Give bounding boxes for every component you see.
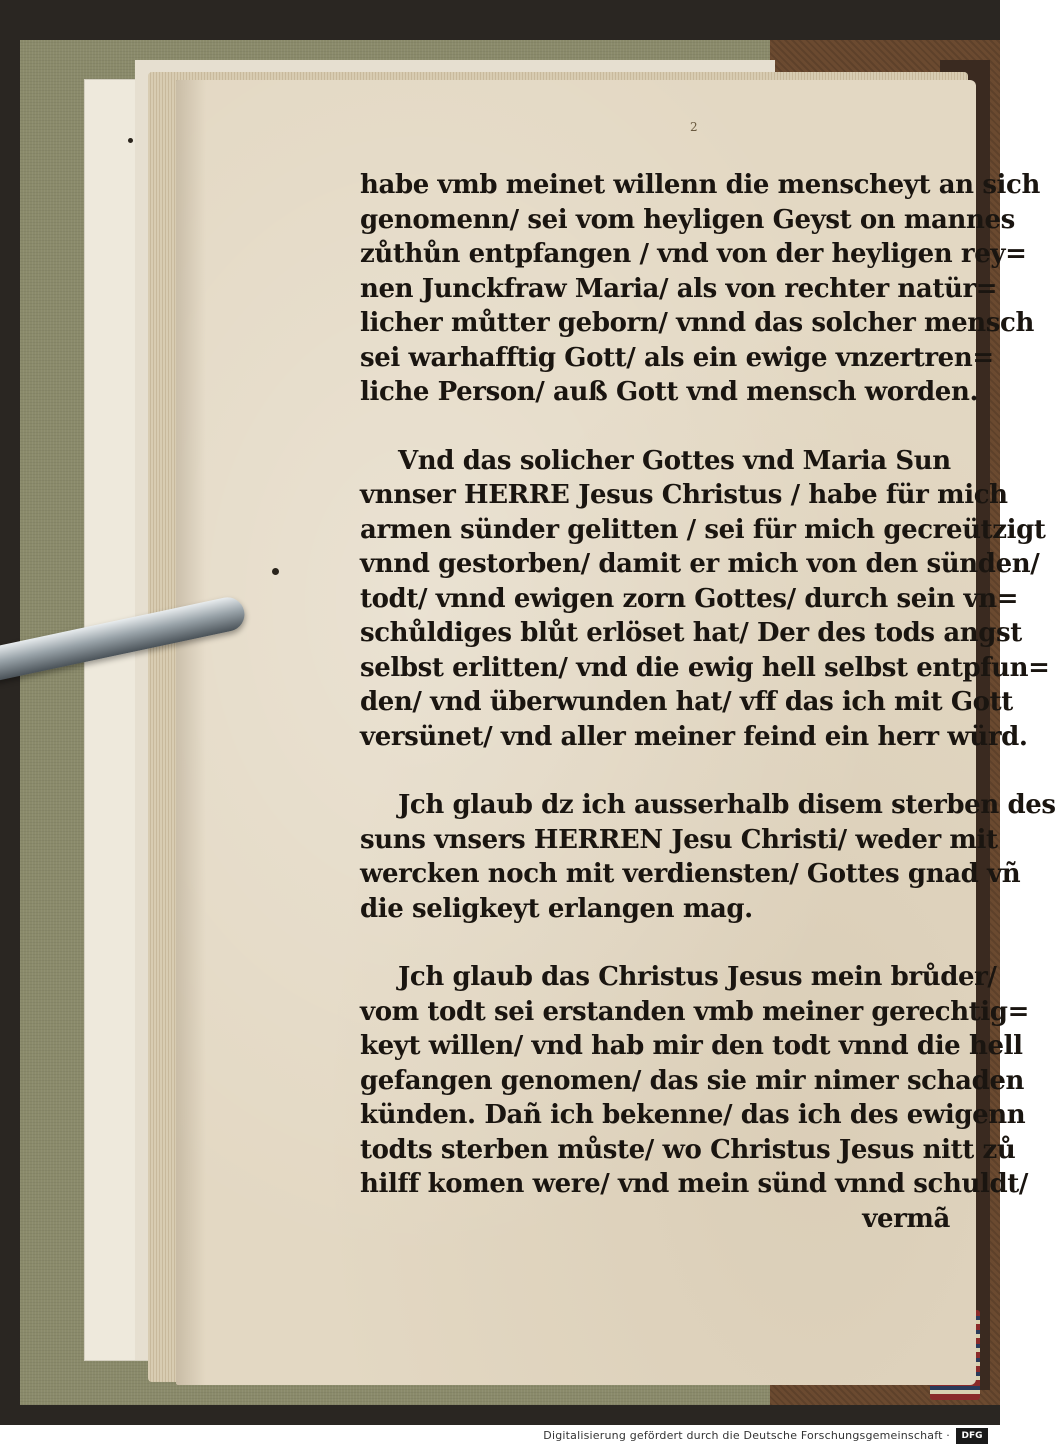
- paragraph-gap: [360, 410, 970, 444]
- text-line: todts sterben můste/ wo Christus Jesus nitt zů: [360, 1134, 1016, 1165]
- text-line: todt/ vnnd ewigen zorn Gottes/ durch sein vn=: [360, 583, 1019, 614]
- text-line: Jch glaub dz ich ausserhalb disem sterben des: [398, 790, 1056, 820]
- text-line: vnnser HERRE Jesus Christus / habe für mich: [360, 480, 1008, 510]
- text-line: hilff komen were/ vnd mein sünd vnnd schuldt/: [360, 1169, 1028, 1199]
- text-line: liche Person/ auß Gott vnd mensch worden.: [360, 377, 979, 407]
- text-line: zůthůn entpfangen / vnd von der heyligen rey=: [360, 239, 1027, 269]
- paragraph-gap: [360, 754, 970, 788]
- paragraph-2: [360, 444, 1050, 755]
- text-line: den/ vnd überwunden hat/ vff das ich mit Gott: [360, 687, 1013, 717]
- text-line: armen sünder gelitten / sei für mich gecreützigt: [360, 514, 1046, 545]
- paragraph-3: [360, 788, 1056, 926]
- text-line: vom todt sei erstanden vmb meiner gerechtig=: [360, 996, 1029, 1027]
- dfg-logo-icon: DFG: [956, 1428, 988, 1444]
- paragraph-4: [360, 960, 1029, 1202]
- ink-spot: [272, 568, 279, 575]
- text-line: keyt willen/ vnd hab mir den todt vnnd die hell: [360, 1031, 1023, 1061]
- paragraph-gap: [360, 926, 970, 960]
- folio-mark: 2: [690, 120, 698, 134]
- text-line: versünet/ vnd aller meiner feind ein herr würd.: [360, 721, 1028, 752]
- text-line: licher můtter geborn/ vnnd das solcher mensch: [360, 308, 1034, 338]
- text-line: Jch glaub das Christus Jesus mein brůder/: [398, 962, 997, 992]
- catchword: vermã: [862, 1203, 950, 1234]
- funding-credit: Digitalisierung gefördert durch die Deutsche Forschungsgemeinschaft ·: [543, 1429, 950, 1442]
- paragraph-1: [360, 168, 1040, 410]
- text-line: genomenn/ sei vom heyligen Geyst on mannes: [360, 204, 1015, 235]
- text-line: Vnd das solicher Gottes vnd Maria Sun: [398, 445, 951, 476]
- text-line: sei warhafftig Gott/ als ein ewige vnzertren=: [360, 342, 994, 373]
- text-line: suns vnsers HERREN Jesu Christi/ weder mit: [360, 824, 998, 855]
- text-line: habe vmb meinet willenn die menscheyt an sich: [360, 170, 1040, 200]
- text-line: vnnd gestorben/ damit er mich von den sünden/: [360, 549, 1040, 579]
- text-block: [360, 168, 1056, 1236]
- text-line: wercken noch mit verdiensten/ Gottes gnad vñ: [360, 859, 1021, 889]
- ink-spot: [128, 138, 133, 143]
- text-line: künden. Dañ ich bekenne/ das ich des ewigenn: [360, 1100, 1026, 1130]
- gutter-shadow: [176, 80, 206, 1385]
- text-line: selbst erlitten/ vnd die ewig hell selbst entpfun=: [360, 652, 1050, 683]
- text-line: schůldiges blůt erlöset hat/ Der des tods angst: [360, 618, 1022, 648]
- text-line: nen Junckfraw Maria/ als von rechter natür=: [360, 273, 998, 304]
- footer-bar: [0, 1425, 1000, 1448]
- text-line: gefangen genomen/ das sie mir nimer schaden: [360, 1065, 1024, 1096]
- text-line: die seligkeyt erlangen mag.: [360, 893, 753, 924]
